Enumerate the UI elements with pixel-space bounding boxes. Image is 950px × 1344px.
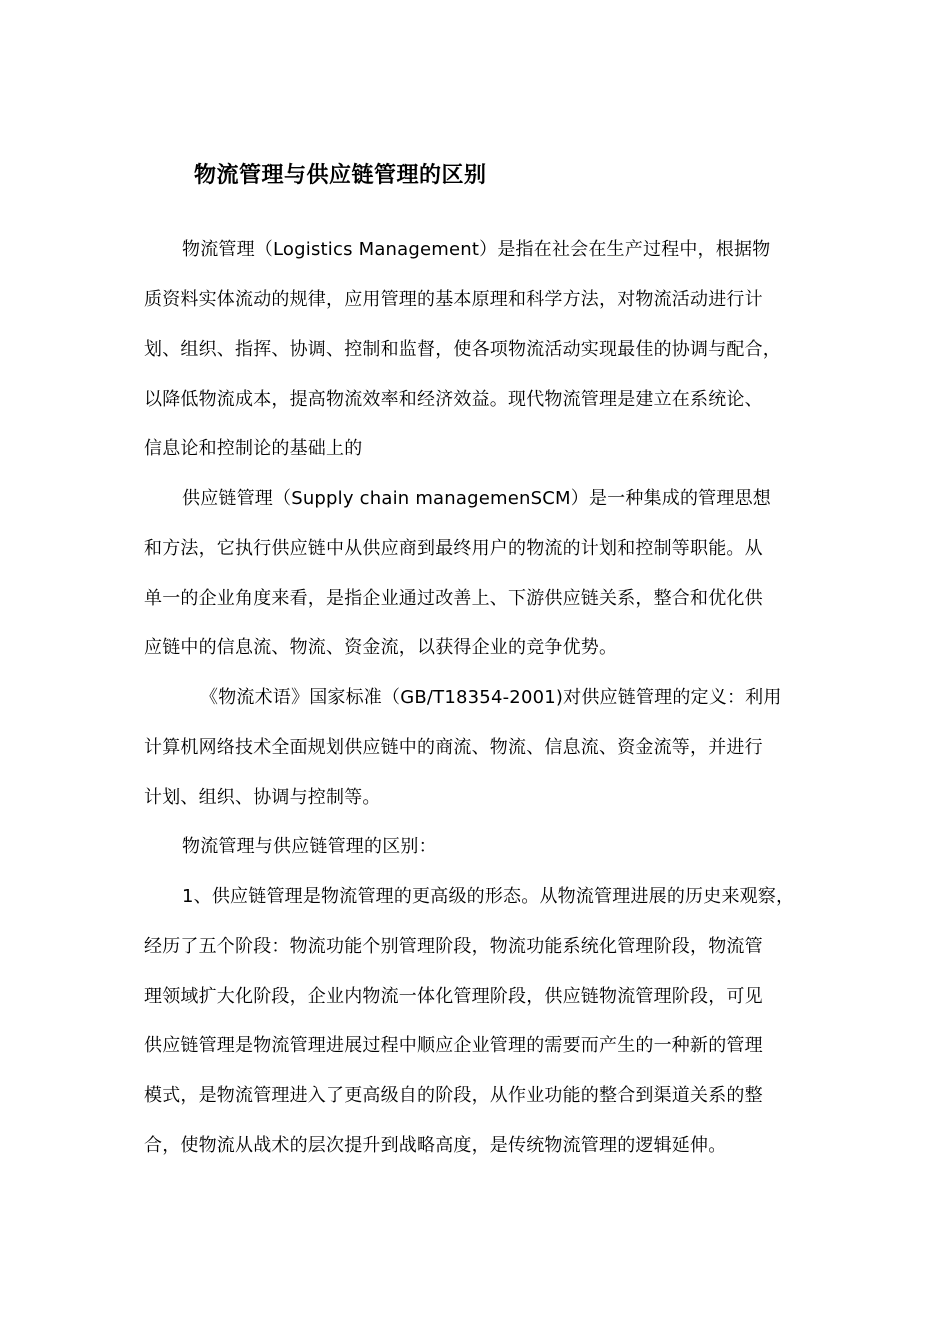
- paragraph-line: 模式，是物流管理进入了更高级自的阶段，从作业功能的整合到渠道关系的整: [144, 1085, 763, 1106]
- paragraph-line: 1、供应链管理是物流管理的更高级的形态。从物流管理进展的历史来观察，: [182, 886, 795, 907]
- paragraph-line: 理领域扩大化阶段，企业内物流一体化管理阶段，供应链物流管理阶段，可见: [144, 986, 763, 1007]
- document-title: 物流管理与供应链管理的区别: [194, 163, 487, 188]
- paragraph-line: 物流管理与供应链管理的区别：: [182, 836, 437, 857]
- paragraph-line: 信息论和控制论的基础上的: [144, 438, 363, 459]
- paragraph-line: 供应链管理（Supply chain managemenSCM）是一种集成的管理思想: [182, 488, 771, 509]
- paragraph-line: 单一的企业角度来看，是指企业通过改善上、下游供应链关系，整合和优化供: [144, 588, 763, 609]
- paragraph-line: 计划、组织、协调与控制等。: [144, 787, 381, 808]
- paragraph-line: 质资料实体流动的规律，应用管理的基本原理和科学方法，对物流活动进行计: [144, 289, 763, 310]
- paragraph-line: 以降低物流成本，提高物流效率和经济效益。现代物流管理是建立在系统论、: [144, 389, 763, 410]
- paragraph-line: 供应链管理是物流管理进展过程中顺应企业管理的需要而产生的一种新的管理: [144, 1035, 763, 1056]
- paragraph-line: 经历了五个阶段：物流功能个别管理阶段，物流功能系统化管理阶段，物流管: [144, 936, 763, 957]
- paragraph-line: 合，使物流从战术的层次提升到战略高度，是传统物流管理的逻辑延伸。: [144, 1135, 727, 1156]
- paragraph-line: 应链中的信息流、物流、资金流，以获得企业的竞争优势。: [144, 637, 618, 658]
- paragraph-line: 划、组织、指挥、协调、控制和监督，使各项物流活动实现最佳的协调与配合，: [144, 339, 781, 360]
- paragraph-line: 和方法，它执行供应链中从供应商到最终用户的物流的计划和控制等职能。从: [144, 538, 763, 559]
- paragraph-line: 计算机网络技术全面规划供应链中的商流、物流、信息流、资金流等，并进行: [144, 737, 763, 758]
- paragraph-line: 物流管理（Logistics Management）是指在社会在生产过程中，根据物: [182, 239, 771, 260]
- paragraph-line: 《物流术语》国家标准（GB/T18354-2001)对供应链管理的定义：利用: [200, 687, 782, 708]
